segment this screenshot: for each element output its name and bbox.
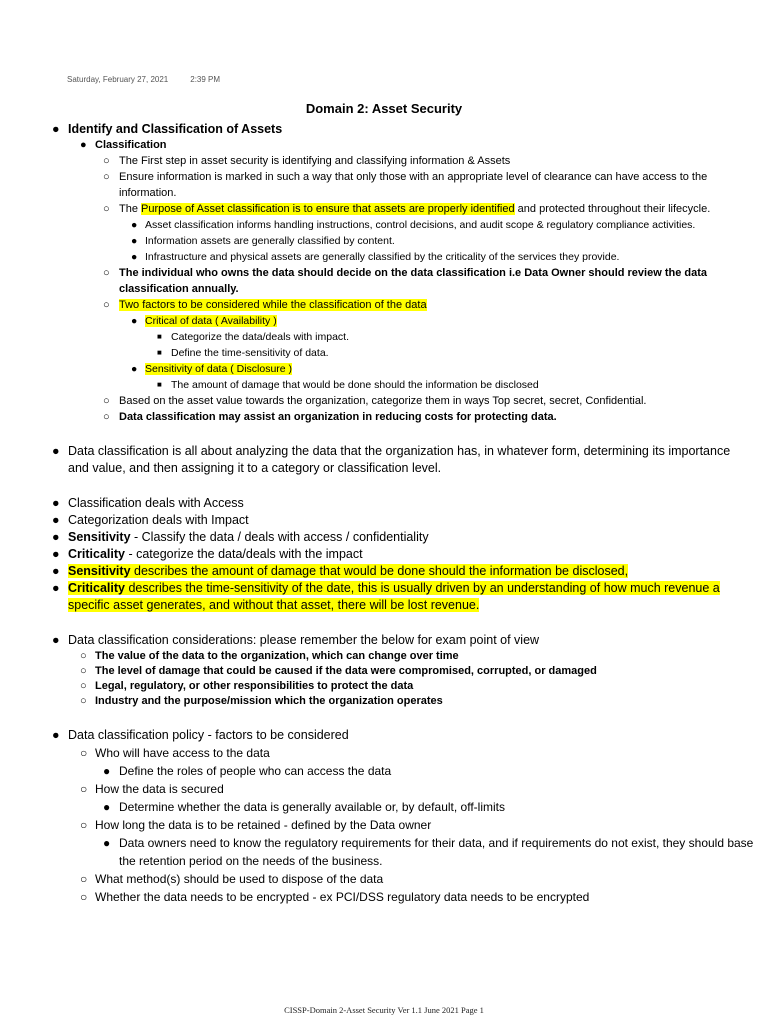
list-item: ● Information assets are generally classified by content. — [131, 235, 395, 247]
circle-bullet-icon: ○ — [103, 267, 110, 279]
list-item: ○ The First step in asset security is identifying and classifying information & Assets — [103, 155, 511, 167]
list-item: ● Sensitivity - Classify the data / deals with access / confidentiality — [52, 530, 429, 544]
highlighted-text: Purpose of Asset classification is to ensure that assets are properly identified — [141, 203, 515, 215]
highlighted-text: Critical of data ( Availability ) — [145, 315, 277, 327]
list-item — [0, 297, 768, 313]
circle-bullet-icon: ○ — [80, 746, 88, 760]
bullet-icon: ● — [52, 122, 60, 136]
list-item: ○ The individual who owns the data should decide on the data classification i.e Data Owner should review the data classification annually. — [103, 267, 707, 295]
list-item: ● Data classification is all about analyzing the data that the organization has, in whatever form, determining its importance and value, and then assigning it to a category or classification level. — [52, 444, 731, 475]
list-item: ○ Whether the data needs to be encrypted - ex PCI/DSS regulatory data needs to be encrypted — [80, 890, 590, 904]
bullet-icon: ● — [131, 235, 138, 247]
circle-bullet-icon: ○ — [80, 695, 87, 707]
bullet-icon: ● — [52, 444, 60, 458]
list-item: ● Asset classification informs handling instructions, control decisions, and audit scope & regulatory compliance activities. — [131, 219, 696, 231]
circle-bullet-icon: ○ — [80, 890, 88, 904]
list-item: ● Identify and Classification of Assets — [52, 122, 283, 136]
list-item: ● Categorization deals with Impact — [52, 513, 249, 527]
note-time: 2:39 PM — [190, 75, 221, 84]
bullet-icon: ● — [52, 728, 60, 742]
list-item: ○ How long the data is to be retained - defined by the Data owner — [80, 818, 432, 832]
list-item: ■ The amount of damage that would be done should the information be disclosed — [157, 379, 539, 391]
note-timestamp — [67, 75, 220, 84]
list-item: ○ Industry and the purpose/mission which the organization operates — [80, 695, 443, 707]
bullet-icon: ● — [103, 836, 111, 850]
list-item: ○ The value of the data to the organization, which can change over time — [80, 650, 459, 662]
list-item: ○ The Purpose of Asset classification is to ensure that assets are properly identified and protected throughout their lifecycle. — [103, 203, 711, 215]
bullet-icon: ● — [52, 633, 60, 647]
square-bullet-icon: ■ — [157, 348, 162, 357]
highlighted-text: Sensitivity of data ( Disclosure ) — [145, 363, 293, 375]
list-item: ● Sensitivity describes the amount of damage that would be done should the information be disclosed, — [52, 564, 629, 578]
list-item: ○ Ensure information is marked in such a way that only those with an appropriate level of clearance can have access to the information. — [103, 171, 708, 199]
square-bullet-icon: ■ — [157, 332, 162, 341]
list-item: ○ Based on the asset value towards the organization, categorize them in ways Top secret, secret, Confidential. — [103, 395, 647, 407]
bullet-icon: ● — [103, 800, 111, 814]
square-bullet-icon: ■ — [157, 380, 162, 389]
list-item: ■ Define the time-sensitivity of data. — [157, 347, 329, 359]
bullet-icon: ● — [52, 564, 60, 578]
list-item: ○ What method(s) should be used to dispose of the data — [80, 872, 384, 886]
bullet-icon: ● — [131, 251, 138, 263]
list-item: ○ The level of damage that could be caused if the data were compromised, corrupted, or damaged — [80, 665, 597, 677]
circle-bullet-icon: ○ — [103, 411, 110, 423]
circle-bullet-icon: ○ — [103, 171, 110, 183]
list-item — [0, 313, 768, 329]
page-footer: CISSP-Domain 2-Asset Security Ver 1.1 June 2021 Page 1 — [284, 1005, 484, 1015]
list-item: ○ Who will have access to the data — [80, 746, 270, 760]
list-item: ● Data classification policy - factors to be considered — [52, 728, 349, 742]
list-item: ● Criticality describes the time-sensitivity of the date, this is usually driven by an understanding of how much revenue a specific asset generates, and without that asset, there will be lost revenue. — [52, 581, 720, 612]
bullet-icon: ● — [80, 139, 87, 151]
bullet-icon: ● — [52, 530, 60, 544]
circle-bullet-icon: ○ — [80, 680, 87, 692]
list-item — [0, 361, 768, 377]
bullet-icon: ● — [131, 219, 138, 231]
circle-bullet-icon: ○ — [103, 203, 110, 215]
list-item: ● Data owners need to know the regulatory requirements for their data, and if requirements do not exist, they should base the retention period on the needs of the business. — [103, 836, 754, 868]
highlighted-text: Two factors to be considered while the classification of the data — [119, 299, 427, 311]
page-title: Domain 2: Asset Security — [305, 101, 463, 116]
list-item: ● Infrastructure and physical assets are generally classified by the criticality of the services they provide. — [131, 251, 620, 263]
note-date: Saturday, February 27, 2021 — [67, 75, 169, 84]
list-item: ○ Legal, regulatory, or other responsibilities to protect the data — [80, 680, 414, 692]
circle-bullet-icon: ○ — [80, 782, 88, 796]
document-body — [0, 121, 768, 906]
circle-bullet-icon: ○ — [80, 872, 88, 886]
bullet-icon: ● — [131, 363, 138, 375]
list-item: ○ How the data is secured — [80, 782, 224, 796]
bullet-icon: ● — [52, 496, 60, 510]
circle-bullet-icon: ○ — [103, 155, 110, 167]
bullet-icon: ● — [131, 315, 138, 327]
list-item: ○ Data classification may assist an organization in reducing costs for protecting data. — [103, 411, 557, 423]
bullet-icon: ● — [52, 513, 60, 527]
bullet-icon: ● — [103, 764, 111, 778]
list-item: ■ Categorize the data/deals with impact. — [157, 331, 350, 343]
list-item: ● Classification — [80, 139, 167, 151]
circle-bullet-icon: ○ — [80, 818, 88, 832]
circle-bullet-icon: ○ — [103, 299, 110, 311]
list-item: ● Determine whether the data is generally available or, by default, off-limits — [103, 800, 505, 814]
circle-bullet-icon: ○ — [80, 665, 87, 677]
circle-bullet-icon: ○ — [80, 650, 87, 662]
list-item: ● Criticality - categorize the data/deals with the impact — [52, 547, 363, 561]
list-item: ● Data classification considerations: please remember the below for exam point of view — [52, 633, 540, 647]
circle-bullet-icon: ○ — [103, 395, 110, 407]
bullet-icon: ● — [52, 547, 60, 561]
list-item: ● Define the roles of people who can access the data — [103, 764, 392, 778]
bullet-icon: ● — [52, 581, 60, 595]
list-item: ● Classification deals with Access — [52, 496, 244, 510]
